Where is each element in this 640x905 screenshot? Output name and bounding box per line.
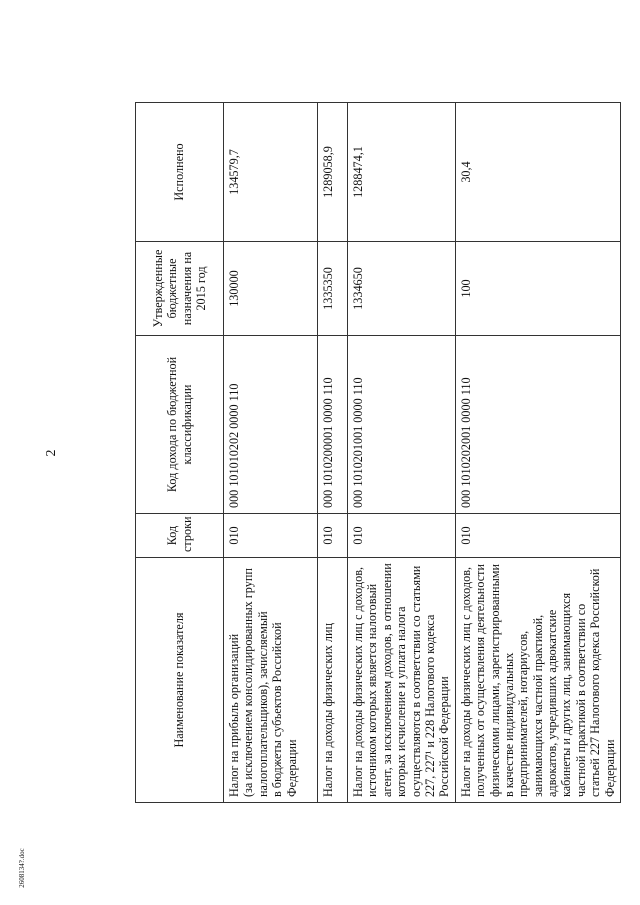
cell-name: Налог на доходы физических лиц с доходов, источником которых является налоговый агент, за исключением доходов, в отношении которых исчисление и уплата налога осуществляются в соответствии со статьями 227, 227¹ и 228 Налогового кодекса Российской Федерации [348, 558, 456, 803]
cell-approved: 100 [455, 242, 620, 336]
cell-name: Налог на доходы физических лиц [318, 558, 348, 803]
table-row [224, 103, 318, 803]
cell-line-code: 010 [455, 514, 620, 558]
cell-approved: 1334650 [348, 242, 456, 336]
header-income-code: Код дохода по бюджетной классификации [136, 336, 224, 514]
footer-file-name: 2608134?.doc [18, 848, 26, 888]
table-row [348, 103, 456, 803]
cell-income-code: 000 101010202 0000 110 [224, 336, 318, 514]
header-approved: Утвержденные бюджетные назначения на 2015 год [136, 242, 224, 336]
page-number: 2 [44, 449, 59, 457]
header-name: Наименование показателя [136, 558, 224, 803]
cell-approved: 1335350 [318, 242, 348, 336]
cell-income-code: 000 1010200001 0000 110 [318, 336, 348, 514]
budget-table [135, 102, 621, 803]
cell-approved: 130000 [224, 242, 318, 336]
table-row [455, 103, 620, 803]
cell-executed: 1288474,1 [348, 103, 456, 242]
table-row [318, 103, 348, 803]
cell-executed: 1289058,9 [318, 103, 348, 242]
cell-line-code: 010 [318, 514, 348, 558]
cell-line-code: 010 [224, 514, 318, 558]
cell-executed: 30,4 [455, 103, 620, 242]
header-executed: Исполнено [136, 103, 224, 242]
header-line-code: Код строки [136, 514, 224, 558]
cell-line-code: 010 [348, 514, 456, 558]
rotated-table-container [135, 103, 617, 803]
cell-name: Налог на прибыль организаций (за исключением консолидированных групп налогоплательщиков), зачисляемый в бюджеты субъектов Российской Федерации [224, 558, 318, 803]
cell-name: Налог на доходы физических лиц с доходов, полученных от осуществления деятельности физическими лицами, зарегистрированными в качестве индивидуальных предпринимателей, нотариусов, занимающихся частной практикой, адвокатов, учредивших адвокатские кабинеты и других лиц, занимающихся частной практикой в соответствии со статьей 227 Налогового кодекса Российской Федерации [455, 558, 620, 803]
table-header-row [136, 103, 224, 803]
cell-executed: 134579,7 [224, 103, 318, 242]
cell-income-code: 000 1010202001 0000 110 [455, 336, 620, 514]
cell-income-code: 000 1010201001 0000 110 [348, 336, 456, 514]
